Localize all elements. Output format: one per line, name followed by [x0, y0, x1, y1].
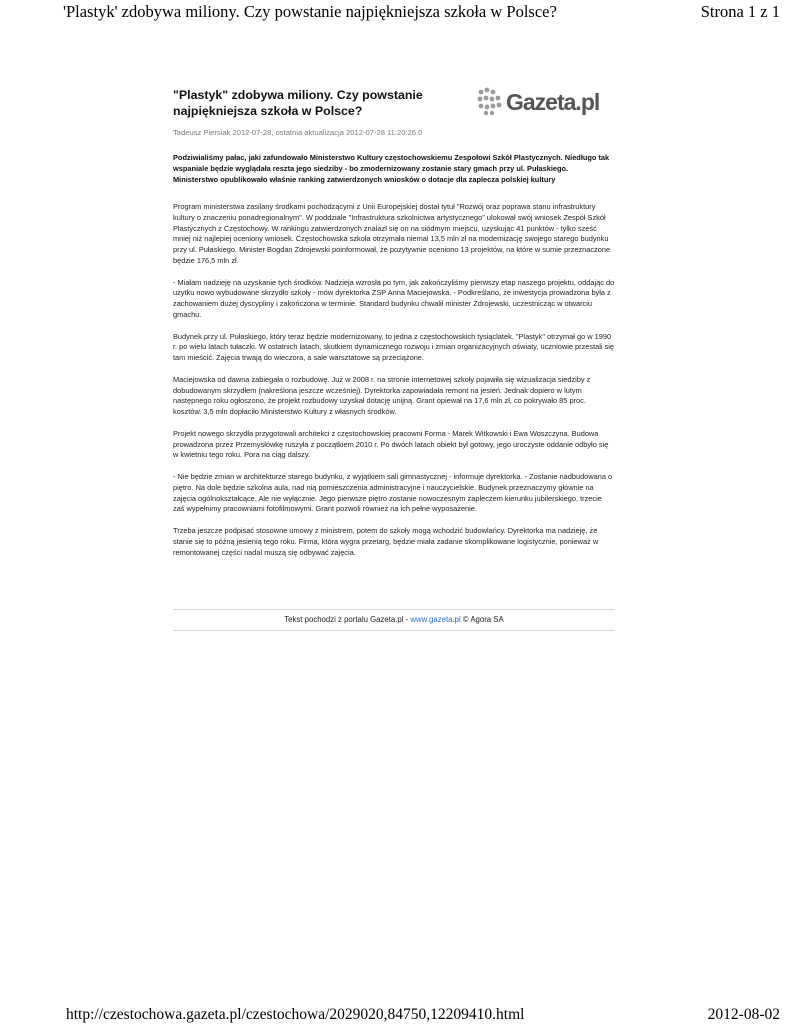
gazeta-link[interactable]: www.gazeta.pl: [410, 615, 461, 624]
gazeta-logo: [476, 86, 616, 116]
article-paragraph: - Nie będzie zmian w architekturze starego budynku, z wyjątkiem sali gimnastycznej - informuje dyrektorka. - Zostanie nadbudowana o piętro. Na dole będzie szkolna aula, nad nią pomieszczenia administracyjne i nauczycielskie. Budynek przeznaczymy głównie na zajęcia ogólnokształcące. Ale nie wyłącznie. Jego pierwsze piętro zostanie nowoczesnym zapleczem kierunku jubilerskiego, trzecie zaś wypełnimy pracowniami fotofilmowymi. Grant pozwoli również na ich pełne wyposażenie.: [173, 471, 613, 514]
credit-prefix: Tekst pochodzi z portalu Gazeta.pl -: [284, 615, 411, 624]
print-page-counter: Strona 1 z 1: [700, 2, 780, 21]
article-paragraph: Maciejowska od dawna zabiegała o rozbudowę. Już w 2008 r. na stronie internetowej szkoły pojawiła się wizualizacja siedziby z dobudowanym skrzydłem (nakreślona jeszcze wcześniej). Dyrektorka zapowiadała remont na jesień. Jednak dopiero w lutym następnego roku ogłoszono, że projekt rozbudowy uzyskał dotację unijną. Grant opiewał na 17,6 mln zł, co pokrywało 85 proc. kosztów. 3,5 mln dopłaciło Ministerstwo Kultury z własnych środków.: [173, 374, 591, 417]
logo-dots-icon: [478, 88, 502, 116]
article-paragraph: Budynek przy ul. Pułaskiego, który teraz będzie modernizowany, to jedna z częstochowskich tysiąclatek. "Plastyk" otrzymał go w 1990 r. po wielu latach tułaczki. W ostatnich latach, skutkiem dynamicznego rozwoju i zmian organizacyjnych oświaty, uczniowie przestali się tam mieścić. Zajęcia trwają do wieczora, a sale warsztatowe są przeciążone.: [173, 331, 615, 363]
article-paragraph: Program ministerstwa zasilany środkami pochodzącymi z Unii Europejskiej dostał tytuł "Rozwój oraz poprawa stanu infrastruktury kultury o znaczeniu ponadregionalnym". W poddziale "Infrastruktura szkolnictwa artystycznego" ulokował swój wniosek Zespół Szkół Plastycznych z Częstochowy. W rankingu zatwierdzonych znalazł się on na siódmym miejscu, uzyskując 41 punktów - tylko sześć mniej niż najlepiej oceniony wniosek. Częstochowska szkoła otrzymała niemal 13,5 mln zł na modernizację swojego starego budynku przy ul. Pułaskiego. Minister Bogdan Zdrojewski poinformował, że pozytywnie oceniono 13 projektów, na które w sumie przeznaczone będzie 176,5 mln zł.: [173, 202, 611, 265]
credit-suffix: © Agora SA: [460, 615, 504, 624]
article-paragraph: Projekt nowego skrzydła przygotowali architekci z częstochowskiej pracowni Forma - Marek Witkowski i Ewa Woszczyna. Budowa prowadzona przez Przemysłówkę ruszyła z początkiem 2010 r. Po dwóch latach obiekt był gotowy, jego uroczyste oddanie odbyło się w kwietniu tego roku. Pora na ciąg dalszy.: [173, 428, 609, 460]
logo-wordmark: Gazeta.pl: [506, 89, 600, 115]
print-header-title: 'Plastyk' zdobywa miliony. Czy powstanie najpiękniejsza szkoła w Polsce?: [63, 2, 557, 21]
article-paragraph: - Miałam nadzieję na uzyskanie tych środków. Nadzieja wzrosła po tym, jak zakończyliśmy pierwszy etap naszego projektu, oddając do użytku nowo wybudowane skrzydło szkoły - mów dyrektorka ZSP Anna Maciejowska. - Podkreślano, że inwestycja prowadzona była z zachowaniem dużej dyscypliny i zakończona w terminie. Standard budynku chwalił minister Zdrojewski, uczestnicząc w otwarciu gmachu.: [173, 277, 615, 319]
article-body: [173, 202, 615, 569]
article-paragraph: Trzeba jeszcze podpisać stosowne umowy z ministrem, potem do szkoły mogą wchodzić budowlańcy. Dyrektorka ma nadzieję, że stanie się to późną jesienią tego roku. Firma, która wygra przetarg, będzie miała zadanie skomplikowane logistycznie, ponieważ w remontowanej części nadal muszą się odbywać zajęcia.: [173, 525, 599, 557]
print-footer-url: http://czestochowa.gazeta.pl/czestochowa/2029020,84750,12209410.html: [66, 1006, 525, 1023]
source-credit: [173, 609, 615, 631]
article-title: "Plastyk" zdobywa miliony. Czy powstanie najpiękniejsza szkoła w Polsce?: [173, 88, 423, 118]
print-footer-date: 2012-08-02: [707, 1006, 780, 1023]
article-byline: Tadeusz Piersiak 2012-07-28, ostatnia aktualizacja 2012-07-28 11:20:26.0: [173, 128, 423, 137]
gazeta-logo-graphic: [476, 86, 616, 116]
article-lead: Podziwialiśmy pałac, jaki zafundowało Ministerstwo Kultury częstochowskiemu Zespołowi Szkół Plastycznych. Niedługo tak wspaniale będzie wyglądała reszta jego siedziby - bo zmodernizowany zostanie stary gmach przy ul. Pułaskiego. Ministerstwo opublikowało właśnie ranking zatwierdzonych wniosków o dotacje dla zaplecza polskiej kultury: [173, 153, 610, 184]
